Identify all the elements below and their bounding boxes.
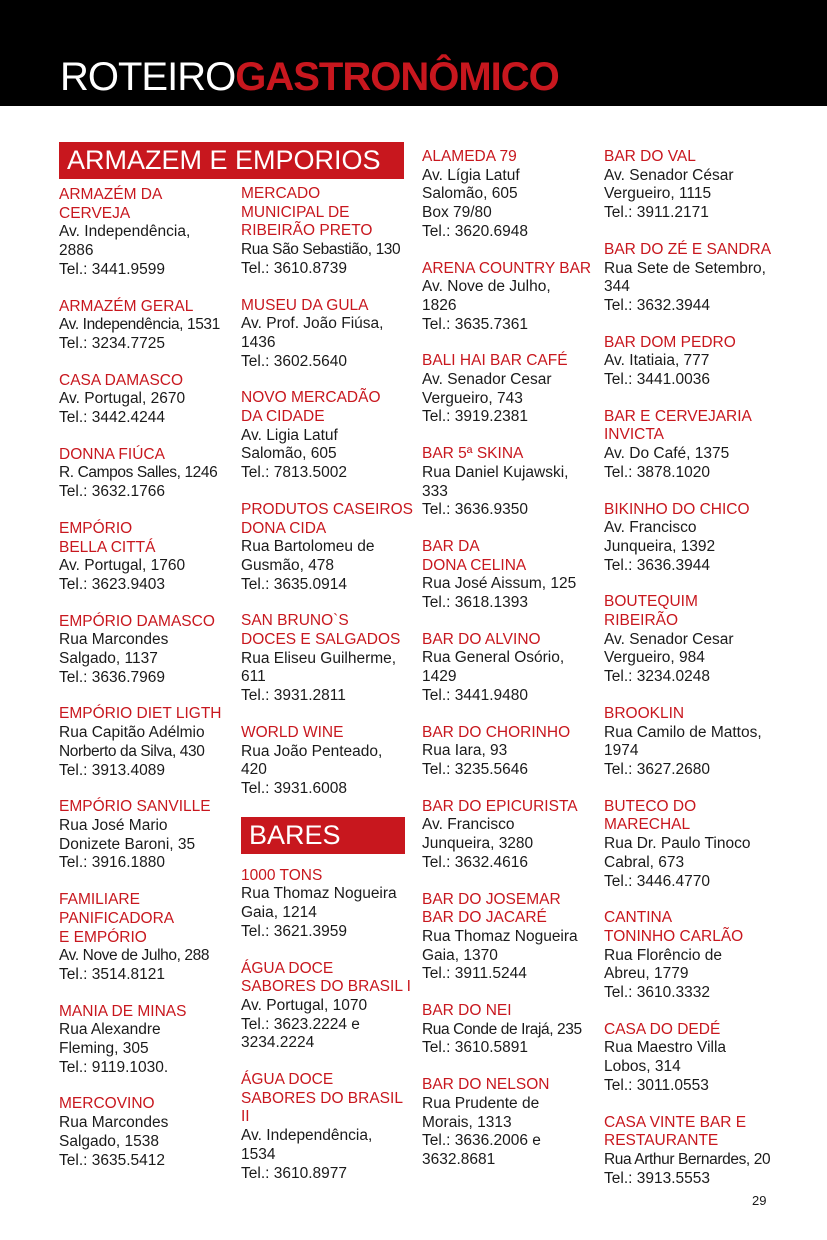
listing-address: Av. Francisco — [604, 519, 697, 537]
listing-name: MERCADO — [241, 185, 321, 202]
listing-phone: Tel.: 3441.9599 — [59, 260, 166, 278]
listing-name: PANIFICADORA — [59, 909, 175, 927]
listing-entry — [422, 1076, 594, 1170]
listing-entry — [422, 260, 594, 335]
listing-name: CASA DO DEDÉ — [604, 1020, 721, 1038]
listing-address: Rua Dr. Paulo Tinoco — [604, 835, 751, 853]
listing-address: Av. Senador César — [604, 166, 734, 184]
listing-address: Av. Nove de Julho, — [422, 278, 551, 296]
listing-address: Rua Thomaz Nogueira — [241, 885, 397, 903]
listing-address: Rua Daniel Kujawski, — [422, 463, 569, 481]
listing-name: DONA CIDA — [241, 519, 327, 537]
listing-entry — [59, 446, 231, 502]
listing-name: DA CIDADE — [241, 408, 325, 426]
listing-phone: Tel.: 3635.7361 — [422, 315, 529, 333]
listing-name: BAR DO NELSON — [422, 1076, 550, 1094]
listing-name: MARECHAL — [604, 816, 691, 834]
listing-address: Rua Arthur Bernardes, 20 — [604, 1150, 771, 1168]
listing-name: BUTECO DO — [604, 797, 697, 815]
listing-address: Av. Francisco — [422, 816, 515, 834]
listing-address: Rua Conde de Irajá, 235 — [422, 1020, 582, 1038]
listing-entry — [422, 148, 594, 242]
listing-name: BAR DA — [422, 537, 480, 555]
title-roteiro: ROTEIRO — [60, 55, 236, 99]
listing-address: Av. Independência, — [59, 223, 191, 241]
listing-name: DONNA FIÚCA — [59, 445, 165, 463]
listing-name: SAN BRUNO`S — [241, 612, 349, 630]
listing-address: Av. Do Café, 1375 — [604, 445, 730, 463]
listing-name: CERVEJA — [59, 204, 131, 222]
listing-address: Junqueira, 3280 — [422, 835, 534, 853]
listing-name: BAR DO JACARÉ — [422, 909, 547, 927]
listing-address: Lobos, 314 — [604, 1058, 681, 1076]
listing-entry — [241, 724, 413, 799]
listing-address: Av. Itatiaia, 777 — [604, 352, 710, 370]
armazem-list-1 — [59, 186, 231, 1170]
listing-address: Rua José Mario — [59, 816, 168, 834]
listing-address: Gaia, 1214 — [241, 904, 317, 922]
listing-phone: Tel.: 3618.1393 — [422, 594, 529, 612]
listing-name: MUSEU DA GULA — [241, 296, 369, 314]
listing-name: BOUTEQUIM RIBEIRÃO — [604, 593, 698, 630]
listing-address: Av. Portugal, 2670 — [59, 390, 186, 408]
listing-name: BELLA CITTÁ — [59, 538, 156, 556]
listing-entry — [241, 297, 413, 372]
listing-name: E EMPÓRIO — [59, 928, 147, 946]
listing-address: Salomão, 605 — [241, 445, 337, 463]
listing-entry — [59, 798, 231, 873]
listing-name: MANIA DE MINAS — [59, 1002, 187, 1020]
listing-name: FAMILIARE — [59, 891, 140, 909]
listing-address: Gusmão, 478 — [241, 556, 335, 574]
column-3 — [422, 148, 594, 1188]
listing-address: Rua Thomaz Nogueira — [422, 927, 578, 945]
listing-entry — [604, 148, 776, 223]
listing-entry — [604, 798, 776, 892]
listing-address: Av. Ligia Latuf — [241, 426, 338, 444]
listing-name: BAR DO ZÉ E SANDRA — [604, 240, 772, 258]
listing-phone: Tel.: 3610.3332 — [604, 984, 711, 1002]
listing-phone: Tel.: 3636.3944 — [604, 556, 711, 574]
listing-address: Rua Florêncio de — [604, 946, 723, 964]
listing-phone: Tel.: 3632.4616 — [422, 853, 529, 871]
listing-entry — [604, 1021, 776, 1096]
listing-name: ALAMEDA 79 — [422, 148, 517, 165]
listing-address: Rua Eliseu Guilherme, — [241, 649, 397, 667]
listing-address: 1436 — [241, 333, 276, 351]
listing-entry — [604, 705, 776, 780]
listing-address: Donizete Baroni, 35 — [59, 835, 196, 853]
column-2 — [241, 185, 413, 1201]
listing-entry — [422, 798, 594, 873]
listing-address: Rua General Osório, — [422, 649, 565, 667]
listing-phone: Tel.: 3632.1766 — [59, 483, 166, 501]
listing-phone: Tel.: 3636.7969 — [59, 668, 166, 686]
listing-name: TONINHO CARLÃO — [604, 927, 744, 945]
listing-address: Av. Senador Cesar — [422, 371, 552, 389]
listing-name: EMPÓRIO DIET LIGTH — [59, 705, 222, 723]
listing-phone: Tel.: 3911.2171 — [604, 204, 709, 222]
listing-address: Abreu, 1779 — [604, 965, 689, 983]
listing-phone: Tel.: 3913.5553 — [604, 1169, 711, 1187]
page-title — [60, 55, 559, 99]
listing-address: R. Campos Salles, 1246 — [59, 464, 218, 482]
listing-entry — [241, 389, 413, 483]
listing-entry — [59, 298, 231, 354]
section-header-armazem: ARMAZEM E EMPORIOS — [59, 142, 404, 179]
listing-phone: Tel.: 3610.5891 — [422, 1039, 529, 1057]
listing-name: WORLD WINE — [241, 723, 344, 741]
listing-address: Rua José Aissum, 125 — [422, 575, 577, 593]
listing-phone: Tel.: 3931.6008 — [241, 779, 348, 797]
listing-phone: Tel.: 9119.1030. — [59, 1058, 169, 1076]
listing-address: Cabral, 673 — [604, 853, 685, 871]
listing-phone: Tel.: 3623.9403 — [59, 575, 166, 593]
listing-address: Fleming, 305 — [59, 1040, 149, 1058]
listing-phone: Tel.: 3234.0248 — [604, 668, 711, 686]
listing-address: 3632.8681 — [422, 1150, 496, 1168]
listing-entry — [604, 241, 776, 316]
listing-entry — [241, 612, 413, 706]
listing-name: BIKINHO DO CHICO — [604, 500, 750, 518]
listing-entry — [422, 1002, 594, 1058]
listing-name: CASA DAMASCO — [59, 371, 184, 389]
listing-name: BAR E CERVEJARIA — [604, 407, 752, 425]
listing-phone: Tel.: 3234.7725 — [59, 334, 166, 352]
listing-entry — [59, 891, 231, 985]
listing-address: 420 — [241, 761, 267, 779]
listing-entry — [604, 501, 776, 576]
listing-address: Av. Portugal, 1070 — [241, 996, 368, 1014]
listing-phone: Tel.: 3011.0553 — [604, 1076, 709, 1094]
listing-address: 1534 — [241, 1145, 276, 1163]
listing-name: EMPÓRIO DAMASCO — [59, 612, 215, 630]
listing-name: BAR DO VAL — [604, 148, 696, 165]
listing-address: Norberto da Silva, 430 — [59, 742, 205, 760]
listing-phone: Tel.: 3620.6948 — [422, 222, 529, 240]
listing-entry — [241, 1071, 413, 1183]
listing-name: ARMAZÉM GERAL — [59, 297, 194, 315]
listing-address: Rua Marcondes — [59, 1114, 169, 1132]
listing-phone: Tel.: 3621.3959 — [241, 922, 348, 940]
listing-entry — [422, 352, 594, 427]
listing-entry — [604, 593, 776, 687]
listing-address: Salgado, 1137 — [59, 650, 158, 668]
listing-phone: Tel.: 3441.9480 — [422, 686, 529, 704]
listing-name: MUNICIPAL DE — [241, 203, 350, 221]
listing-address: Morais, 1313 — [422, 1113, 512, 1131]
listing-name: ÁGUA DOCE — [241, 959, 334, 977]
listing-name: BALI HAI BAR CAFÉ — [422, 352, 568, 370]
listing-name: BAR DO NEI — [422, 1002, 512, 1020]
listing-name: CANTINA — [604, 909, 673, 927]
listing-name: BAR DO CHORINHO — [422, 723, 571, 741]
listing-phone: Tel.: 3514.8121 — [59, 965, 166, 983]
listing-entry — [59, 520, 231, 595]
listing-name: DONA CELINA — [422, 556, 527, 574]
listing-name: CASA VINTE BAR E — [604, 1113, 747, 1131]
listing-address: Av. Prof. João Fiúsa, — [241, 315, 384, 333]
listing-entry — [604, 1114, 776, 1189]
listing-address: Salgado, 1538 — [59, 1132, 159, 1150]
listing-address: Gaia, 1370 — [422, 946, 498, 964]
listing-entry — [59, 186, 231, 280]
listing-name: SABORES DO BRASIL I — [241, 978, 411, 996]
listing-phone: Tel.: 3916.1880 — [59, 854, 166, 872]
listing-entry — [241, 867, 413, 942]
listing-address: Vergueiro, 1115 — [604, 185, 712, 203]
listing-address: 3234.2224 — [241, 1034, 315, 1052]
listing-phone: Tel.: 3878.1020 — [604, 463, 711, 481]
listing-entry — [422, 891, 594, 985]
listing-address: Box 79/80 — [422, 204, 492, 222]
listing-name: DOCES E SALGADOS — [241, 631, 401, 649]
listing-address: Rua João Penteado, — [241, 742, 383, 760]
listing-address: Rua Camilo de Mattos, — [604, 723, 762, 741]
listing-address: Rua Iara, 93 — [422, 742, 508, 760]
listing-name: BROOKLIN — [604, 704, 685, 722]
listing-phone: Tel.: 3931.2811 — [241, 687, 346, 705]
listing-name: PRODUTOS CASEIROS — [241, 500, 413, 518]
listing-name: RESTAURANTE — [604, 1132, 719, 1150]
listing-entry — [59, 613, 231, 688]
listing-name: BAR DO JOSEMAR — [422, 890, 561, 908]
listing-entry — [59, 1003, 231, 1078]
listing-entry — [59, 372, 231, 428]
listing-address: Rua Sete de Setembro, — [604, 259, 766, 277]
listing-name: INVICTA — [604, 426, 664, 444]
listing-address: 344 — [604, 278, 630, 296]
armazem-list-2 — [241, 185, 413, 799]
listing-phone: Tel.: 3235.5646 — [422, 760, 529, 778]
listing-name: EMPÓRIO SANVILLE — [59, 798, 211, 816]
listing-address: Vergueiro, 984 — [604, 649, 705, 667]
listing-name: SABORES DO BRASIL II — [241, 1089, 403, 1126]
listing-entry — [241, 501, 413, 595]
listing-entry — [604, 909, 776, 1003]
listing-address: 1974 — [604, 742, 639, 760]
page-number: 29 — [752, 1193, 767, 1208]
listing-phone: Tel.: 3919.2381 — [422, 408, 529, 426]
listing-address: Rua Maestro Villa — [604, 1039, 727, 1057]
listing-name: RIBEIRÃO PRETO — [241, 222, 373, 240]
listing-name: BAR DOM PEDRO — [604, 333, 736, 351]
listing-phone: Tel.: 3442.4244 — [59, 409, 166, 427]
listing-phone: Tel.: 3636.9350 — [422, 501, 529, 519]
listing-phone: Tel.: 3441.0036 — [604, 371, 711, 389]
listing-address: 611 — [241, 668, 266, 686]
section-header-bares: BARES — [241, 817, 405, 854]
listing-address: Rua Bartolomeu de — [241, 538, 375, 556]
listing-name: ARENA COUNTRY BAR — [422, 259, 592, 277]
bares-list-1 — [241, 867, 413, 1184]
listing-entry — [241, 960, 413, 1054]
listing-address: Rua São Sebastião, 130 — [241, 241, 401, 259]
listing-entry — [422, 631, 594, 706]
listing-phone: Tel.: 3636.2006 e — [422, 1132, 541, 1150]
listing-name: EMPÓRIO — [59, 519, 133, 537]
listing-phone: Tel.: 3635.5412 — [59, 1151, 166, 1169]
listing-entry — [604, 408, 776, 483]
column-4 — [604, 148, 776, 1206]
listing-name: ÁGUA DOCE — [241, 1071, 334, 1089]
listing-phone: Tel.: 3635.0914 — [241, 575, 348, 593]
bares-list-2 — [422, 148, 594, 1170]
listing-name: MERCOVINO — [59, 1095, 155, 1113]
listing-phone: Tel.: 3911.5244 — [422, 965, 527, 983]
listing-entry — [604, 334, 776, 390]
listing-entry — [422, 538, 594, 613]
listing-address: Vergueiro, 743 — [422, 389, 523, 407]
listing-entry — [59, 1095, 231, 1170]
listing-address: Rua Capitão Adélmio — [59, 724, 205, 742]
listing-name: BAR 5ª SKINA — [422, 445, 524, 463]
listing-address: 333 — [422, 482, 448, 500]
listing-address: Rua Prudente de — [422, 1094, 540, 1112]
listing-name: BAR DO EPICURISTA — [422, 797, 578, 815]
title-gastronomico: GASTRONÔMICO — [235, 55, 559, 99]
listing-address: 2886 — [59, 242, 94, 260]
listing-phone: Tel.: 3610.8977 — [241, 1164, 348, 1182]
listing-address: Rua Alexandre — [59, 1021, 161, 1039]
listing-phone: Tel.: 3632.3944 — [604, 296, 711, 314]
bares-list-3 — [604, 148, 776, 1188]
listing-phone: Tel.: 3446.4770 — [604, 872, 711, 890]
listing-phone: Tel.: 3627.2680 — [604, 760, 711, 778]
listing-address: Av. Independência, 1531 — [59, 316, 220, 334]
listing-entry — [422, 445, 594, 520]
listing-phone: Tel.: 3913.4089 — [59, 761, 166, 779]
listing-address: Av. Portugal, 1760 — [59, 557, 186, 575]
listing-address: 1429 — [422, 668, 457, 686]
listing-address: Salomão, 605 — [422, 185, 518, 203]
listing-phone: Tel.: 3602.5640 — [241, 352, 348, 370]
listing-address: 1826 — [422, 296, 457, 314]
listing-address: Av. Senador Cesar — [604, 630, 734, 648]
listing-address: Av. Independência, — [241, 1127, 373, 1145]
listing-address: Rua Marcondes — [59, 631, 169, 649]
listing-address: Junqueira, 1392 — [604, 537, 716, 555]
listing-phone: Tel.: 7813.5002 — [241, 464, 348, 482]
listing-entry — [59, 705, 231, 780]
listing-name: NOVO MERCADÃO — [241, 389, 381, 407]
listing-entry — [422, 724, 594, 780]
listing-phone: Tel.: 3623.2224 e — [241, 1015, 360, 1033]
listing-name: BAR DO ALVINO — [422, 630, 541, 648]
listing-name: 1000 TONS — [241, 866, 323, 884]
listing-address: Av. Nove de Julho, 288 — [59, 947, 210, 965]
listing-name: ARMAZÉM DA — [59, 186, 163, 203]
listing-address: Av. Lígia Latuf — [422, 166, 520, 184]
listing-phone: Tel.: 3610.8739 — [241, 259, 348, 277]
listing-entry — [241, 185, 413, 279]
